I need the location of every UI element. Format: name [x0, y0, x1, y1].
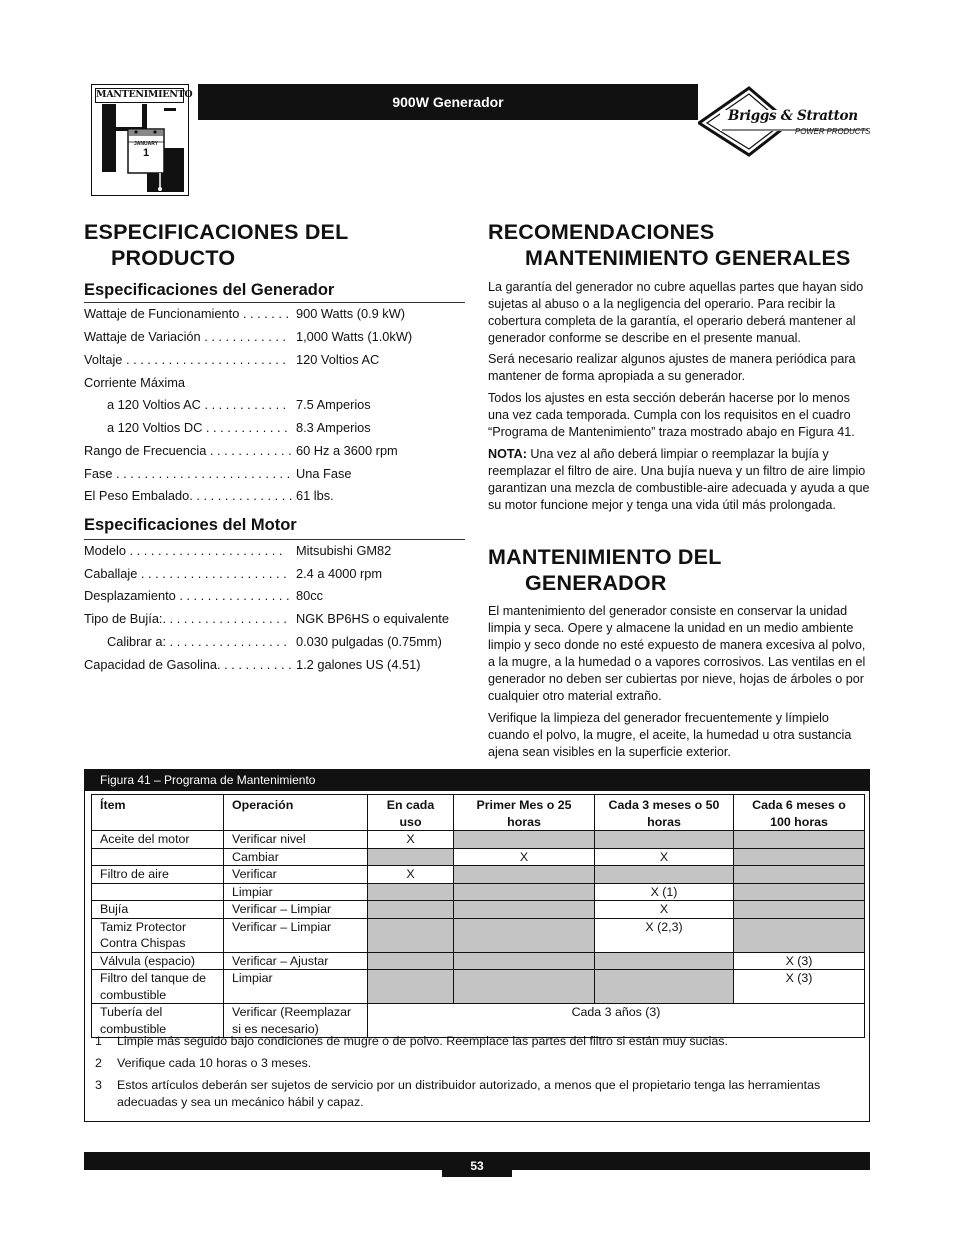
note-text: Limpie más seguido bajo condiciones de mugre o de polvo. Reemplace las partes del filtro si están muy sucias. [117, 1034, 728, 1048]
spec-label: Calibrar a: . . . . . . . . . . . . . . . . . [107, 634, 287, 649]
spec-row [84, 634, 465, 650]
spec-value: 60 Hz a 3600 rpm [296, 443, 398, 458]
table-note [95, 1077, 855, 1111]
note-number: 1 [95, 1034, 102, 1048]
table-cell: Filtro de aire [92, 866, 224, 884]
table-cell [454, 883, 595, 901]
table-cell [368, 970, 454, 1004]
brand-subtitle: POWER PRODUCTS [795, 127, 871, 136]
table-cell [454, 970, 595, 1004]
maintenance-badge [91, 84, 193, 196]
table-row [92, 831, 865, 849]
spec-label: Caballaje . . . . . . . . . . . . . . . . . . . . . [84, 566, 287, 581]
column-header: En cada uso [368, 795, 454, 831]
spec-row [84, 420, 465, 436]
spec-value: 1,000 Watts (1.0kW) [296, 329, 413, 344]
table-cell [454, 831, 595, 849]
spec-value: Una Fase [296, 466, 352, 481]
generator-maintenance-heading-line2: GENERADOR [525, 571, 667, 595]
table-cell [92, 848, 224, 866]
spec-label: Fase . . . . . . . . . . . . . . . . . . . . . . . . . [84, 466, 291, 481]
table-cell [454, 952, 595, 970]
spec-label: Desplazamiento . . . . . . . . . . . . . . . . [84, 588, 290, 603]
spec-label: a 120 Voltios DC . . . . . . . . . . . . [107, 420, 288, 435]
table-cell: Limpiar [224, 970, 368, 1004]
spec-label: Voltaje . . . . . . . . . . . . . . . . . . . . . . . [84, 352, 286, 367]
table-cell: Bujía [92, 901, 224, 919]
general-maintenance-heading [488, 219, 851, 271]
note-number: 2 [95, 1056, 102, 1070]
spec-label: Rango de Frecuencia . . . . . . . . . . . . [84, 443, 292, 458]
table-cell: X (2,3) [595, 918, 734, 952]
table-note [95, 1033, 855, 1050]
table-cell [734, 848, 865, 866]
table-cell [595, 866, 734, 884]
general-maintenance-heading-line2: MANTENIMIENTO GENERALES [525, 246, 851, 270]
column-header: Cada 6 meses o 100 horas [734, 795, 865, 831]
column-header: Primer Mes o 25 horas [454, 795, 595, 831]
table-cell: Cada 3 años (3) [368, 1004, 865, 1038]
spec-value: Mitsubishi GM82 [296, 543, 392, 558]
footer-bar-right [512, 1152, 870, 1170]
table-cell: X [595, 901, 734, 919]
spec-label: Modelo . . . . . . . . . . . . . . . . . . . . . . [84, 543, 283, 558]
spec-value: 1.2 galones US (4.51) [296, 657, 421, 672]
spec-value: 8.3 Amperios [296, 420, 371, 435]
table-cell: X [454, 848, 595, 866]
table-cell [734, 831, 865, 849]
inspection-paragraph: Verifique la limpieza del generador frecuentemente y límpielo cuando el polvo, la mugre, el aceite, la humedad u otra sustancia ajena sean visibles en la superficie exterior. [488, 711, 852, 759]
table-cell: Filtro del tanque de combustible [92, 970, 224, 1004]
table-cell [734, 918, 865, 952]
spec-value: 61 lbs. [296, 488, 334, 503]
spec-row [84, 588, 465, 604]
spec-row [84, 543, 465, 559]
footer-bar-left [84, 1152, 442, 1170]
table-cell [734, 901, 865, 919]
table-cell: Verificar nivel [224, 831, 368, 849]
table-row [92, 848, 865, 866]
spec-row [84, 375, 465, 391]
spec-row [84, 306, 465, 322]
general-maintenance-heading-line1: RECOMENDACIONES [488, 220, 715, 244]
spec-value: NGK BP6HS o equivalente [296, 611, 449, 626]
document-title: 900W Generador [392, 94, 504, 110]
spec-label: Tipo de Bujía:. . . . . . . . . . . . . . . . . . [84, 611, 287, 626]
calendar-day: 1 [142, 147, 150, 159]
table-row [92, 918, 865, 952]
spec-row [84, 352, 465, 368]
table-row [92, 901, 865, 919]
product-specs-heading [84, 219, 348, 271]
column-header: Ítem [92, 795, 224, 831]
spec-label: Wattaje de Funcionamiento . . . . . . . [84, 306, 290, 321]
spec-label: Capacidad de Gasolina. . . . . . . . . . . [84, 657, 292, 672]
product-specs-heading-line1: ESPECIFICACIONES DEL [84, 220, 349, 244]
note-number: 3 [95, 1078, 102, 1092]
column-header: Operación [224, 795, 368, 831]
table-cell: Limpiar [224, 883, 368, 901]
table-cell: X [368, 866, 454, 884]
table-cell: Tubería del combustible [92, 1004, 224, 1038]
table-row [92, 883, 865, 901]
spec-row [84, 397, 465, 413]
table-note [95, 1055, 855, 1072]
adjustments-paragraph: Será necesario realizar algunos ajustes de manera periódica para mantener de forma apropiada a su generador. [488, 352, 856, 383]
table-cell: Verificar – Ajustar [224, 952, 368, 970]
table-cell: X (3) [734, 952, 865, 970]
table-cell: Tamiz Protector Contra Chispas [92, 918, 224, 952]
table-cell [368, 952, 454, 970]
column-header: Cada 3 meses o 50 horas [595, 795, 734, 831]
note-text: Verifique cada 10 horas o 3 meses. [117, 1056, 312, 1070]
table-cell [595, 831, 734, 849]
spec-value: 0.030 pulgadas (0.75mm) [296, 634, 442, 649]
spec-value: 80cc [296, 588, 324, 603]
table-cell [92, 883, 224, 901]
table-row [92, 866, 865, 884]
table-cell: Verificar – Limpiar [224, 918, 368, 952]
generator-maintenance-heading-line1: MANTENIMIENTO DEL [488, 545, 722, 569]
table-cell: Válvula (espacio) [92, 952, 224, 970]
table-cell [595, 970, 734, 1004]
brand-logo [698, 85, 871, 157]
figure-caption: Figura 41 – Programa de Mantenimiento [84, 769, 870, 791]
page-number: 53 [442, 1152, 512, 1177]
spec-value: 900 Watts (0.9 kW) [296, 306, 406, 321]
spec-label: El Peso Embalado. . . . . . . . . . . . . . . [84, 488, 293, 503]
cleanliness-paragraph: El mantenimiento del generador consiste en conservar la unidad limpia y seca. Opere y almacene la unidad en un medio ambiente limpio y seco donde no esté expuesto de manera excesiva al polvo, a la mugre, a la humedad o a vapores corrosivos. Las ventilas en el generador no deben ser cubiertas por nieve, hojas de árboles o por cualquier otro material extraño. [488, 604, 866, 703]
calendar-month: JANUARY [134, 141, 158, 147]
note-label: NOTA: [488, 447, 527, 461]
season-paragraph: Todos los ajustes en esta sección deberán hacerse por lo menos una vez cada temporada. Cumpla con los requisitos en el cuadro “Programa de Mantenimiento” traza mostrado abajo en Figura 41. [488, 391, 855, 439]
table-row [92, 952, 865, 970]
spec-label: Corriente Máxima [84, 375, 185, 390]
generator-specs-subheading: Especificaciones del Generador [84, 281, 335, 299]
table-cell [368, 918, 454, 952]
table-cell: Verificar [224, 866, 368, 884]
maintenance-badge-title: MANTENIMIENTO [95, 88, 184, 103]
table-cell [734, 866, 865, 884]
table-cell [454, 866, 595, 884]
table-row [92, 970, 865, 1004]
generator-maintenance-heading [488, 544, 722, 596]
note-paragraph [488, 446, 870, 514]
table-cell [368, 848, 454, 866]
spec-row [84, 566, 465, 582]
table-cell: Aceite del motor [92, 831, 224, 849]
table-header-row [92, 795, 865, 831]
table-cell: X [368, 831, 454, 849]
spec-row [84, 657, 465, 673]
note-text: Una vez al año deberá limpiar o reemplazar la bujía y reemplazar el filtro de aire. Una bujía nueva y un filtro de aire limpio garantizan una mezcla de combustible-aire adecuada y ayuda a que su motor funcione mejor y tenga una vida útil más prolongada. [488, 447, 870, 512]
spec-row [84, 466, 465, 482]
table-cell [368, 901, 454, 919]
table-cell: Cambiar [224, 848, 368, 866]
maintenance-schedule-table [91, 794, 865, 1038]
spec-row [84, 443, 465, 459]
product-specs-heading-line2: PRODUCTO [111, 246, 236, 270]
spec-row [84, 329, 465, 345]
table-cell: X (1) [595, 883, 734, 901]
divider [84, 539, 465, 540]
maintenance-calendar-icon [92, 85, 188, 195]
table-cell [368, 883, 454, 901]
table-cell [454, 918, 595, 952]
spec-value: 7.5 Amperios [296, 397, 371, 412]
table-cell: Verificar – Limpiar [224, 901, 368, 919]
spec-row [84, 488, 465, 504]
spec-row [84, 611, 465, 627]
spec-value: 2.4 a 4000 rpm [296, 566, 383, 581]
document-title-bar [198, 84, 698, 120]
spec-label: Wattaje de Variación . . . . . . . . . . . . [84, 329, 286, 344]
table-cell: Verificar (Reemplazar si es necesario) [224, 1004, 368, 1038]
table-cell: X [595, 848, 734, 866]
brand-name: Briggs & Stratton [728, 108, 858, 124]
table-cell [734, 883, 865, 901]
divider [84, 302, 465, 303]
table-cell [454, 901, 595, 919]
table-cell: X (3) [734, 970, 865, 1004]
spec-value: 120 Voltios AC [296, 352, 380, 367]
table-cell [595, 952, 734, 970]
note-text: Estos artículos deberán ser sujetos de servicio por un distribuidor autorizado, a menos que el propietario tenga las herramientas adecuadas y sea un mecánico hábil y capaz. [117, 1078, 821, 1109]
warranty-paragraph: La garantía del generador no cubre aquellas partes que hayan sido sujetas al abuso o a la negligencia del operario. Para recibir la cobertura completa de la garantía, el operario deberá mantener al generador conforme se describe en el presente manual. [488, 280, 864, 345]
spec-label: a 120 Voltios AC . . . . . . . . . . . . [107, 397, 287, 412]
motor-specs-subheading: Especificaciones del Motor [84, 516, 297, 534]
